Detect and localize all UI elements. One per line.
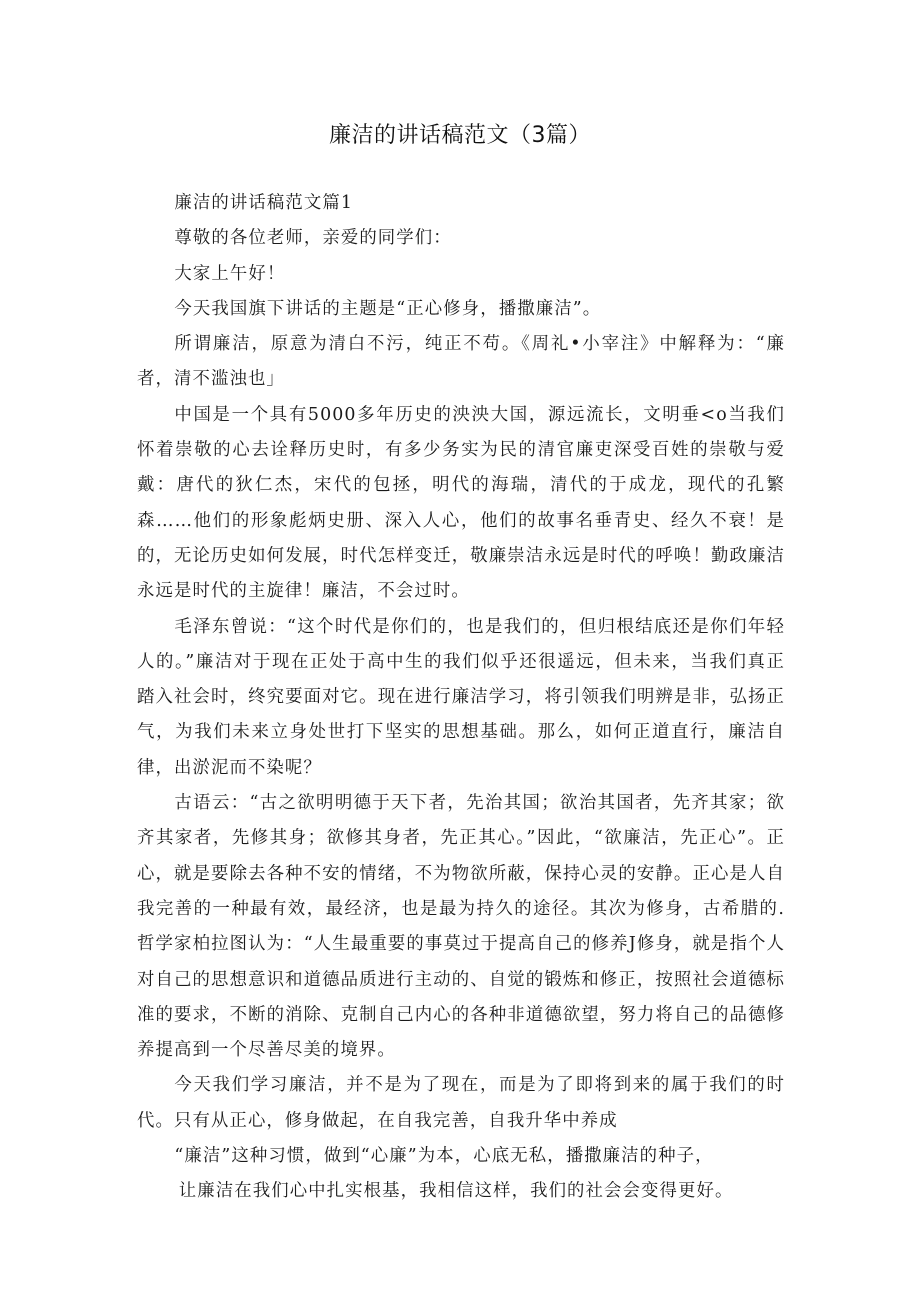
- paragraph: 今天我国旗下讲话的主题是“正心修身，播撒廉洁”。: [174, 298, 602, 319]
- paragraph: 古语云：“古之欲明明德于天下者，先治其国；欲治其国者，先齐其家；欲齐其家者，先修其身；欲修其身者，先正其心。”因此，“欲廉洁，先正心”。正心，就是要除去各种不安的情绪，不为物欲所蔽，保持心灵的安静。正心是人自我完善的一种最有效，最经济，也是最为持久的途径。其次为修身，古希腊的.哲学家柏拉图认为：“人生最重要的事莫过于提高自己的修养J修身，就是指个人对自己的思想意识和道德品质进行主动的、自觉的锻炼和修正，按照社会道德标准的要求，不断的消除、克制自己内心的各种非道德欲望，努力将自己的品德修养提高到一个尽善尽美的境界。: [137, 793, 785, 1061]
- paragraph: 中国是一个具有5000多年历史的泱泱大国，源远流长，文明垂<o当我们怀着崇敬的心去诠释历史时，有多少务实为民的清官廉吏深受百姓的崇敬与爱戴：唐代的狄仁杰，宋代的包拯，明代的海瑞，清代的于成龙，现代的孔繁森……他们的形象彪炳史册、深入人心，他们的故事名垂青史、经久不衰！是的，无论历史如何发展，时代怎样变迁，敬廉崇洁永远是时代的呼唤！勤政廉洁永远是时代的主旋律！廉洁，不会过时。: [137, 404, 785, 602]
- greeting: 大家上午好！: [174, 263, 286, 284]
- salutation: 尊敬的各位老师，亲爱的同学们：: [174, 228, 452, 249]
- document-body: [137, 186, 785, 1210]
- section-heading: 廉洁的讲话稿范文篇1: [174, 193, 353, 213]
- document-title: 廉洁的讲话稿范文（3篇）: [329, 123, 591, 148]
- paragraph: 让廉洁在我们心中扎实根基，我相信这样，我们的社会会变得更好。: [178, 1181, 734, 1202]
- paragraph: “廉洁”这种习惯，做到“心廉”为本，心底无私，播撒廉洁的种子，: [174, 1146, 714, 1167]
- paragraph: 所谓廉洁，原意为清白不污，纯正不苟。《周礼•小宰注》中解释为：“廉者，清不滥浊也」: [137, 334, 785, 390]
- paragraph: 今天我们学习廉洁，并不是为了现在，而是为了即将到来的属于我们的时代。只有从正心，修身做起，在自我完善，自我升华中养成: [137, 1075, 785, 1131]
- paragraph: 毛泽东曾说：“这个时代是你们的，也是我们的，但归根结底还是你们年轻人的。”廉洁对于现在正处于高中生的我们似乎还很遥远，但未来，当我们真正踏入社会时，终究要面对它。现在进行廉洁学习，将引领我们明辨是非，弘扬正气，为我们未来立身处世打下坚实的思想基础。那么，如何正道直行，廉洁自律，出淤泥而不染呢？: [137, 616, 785, 778]
